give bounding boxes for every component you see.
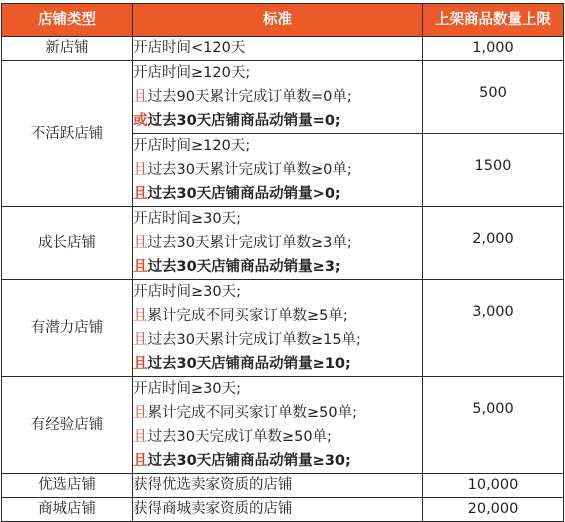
listing-limit-cell: 10,000 (423, 474, 564, 498)
connector-word: 且 (133, 356, 148, 372)
criteria-text: 过去30天累计完成订单数≥0单; (147, 162, 352, 178)
listing-limit-cell: 1500 (423, 134, 564, 207)
criteria-text: 过去90天累计完成订单数=0单; (147, 89, 352, 105)
criteria-cell (133, 61, 423, 134)
table-body (2, 37, 564, 522)
table-row (2, 377, 564, 474)
connector-word: 且 (133, 308, 148, 324)
table-row (2, 37, 564, 61)
listing-limit-cell: 5,000 (423, 377, 564, 474)
criteria-line (133, 449, 422, 473)
criteria-line (133, 182, 422, 206)
criteria-text: 过去30天店铺商品动销量=0; (147, 113, 341, 129)
connector-word: 且 (133, 235, 148, 251)
criteria-line (133, 134, 422, 158)
listing-limit-cell: 500 (423, 61, 564, 134)
criteria-line (133, 61, 422, 85)
criteria-line (133, 352, 422, 376)
header-listing-limit: 上架商品数量上限 (423, 4, 564, 37)
connector-word: 且 (133, 405, 148, 421)
connector-word: 或 (133, 113, 148, 129)
listing-limit-cell: 1,000 (423, 37, 564, 61)
criteria-text: 开店时间≥30天; (133, 211, 241, 227)
criteria-line (133, 377, 422, 401)
criteria-line (133, 158, 422, 182)
criteria-line (133, 401, 422, 425)
criteria-text: 过去30天店铺商品动销量≥3; (147, 259, 341, 275)
connector-word: 且 (133, 453, 148, 469)
table-row (2, 474, 564, 498)
header-store-type: 店铺类型 (2, 4, 133, 37)
criteria-line (133, 328, 422, 352)
criteria-text: 开店时间≥30天; (133, 284, 241, 300)
store-type-cell: 有经验店铺 (2, 377, 133, 474)
criteria-line (133, 425, 422, 449)
table-row (2, 61, 564, 134)
connector-word: 且 (133, 259, 148, 275)
table-row (2, 498, 564, 522)
criteria-text: 开店时间≥120天; (133, 65, 251, 81)
criteria-line (133, 37, 422, 60)
header-row (2, 4, 564, 37)
criteria-line (133, 304, 422, 328)
criteria-text: 过去30天店铺商品动销量≥10; (147, 356, 351, 372)
criteria-cell (133, 134, 423, 207)
connector-word: 且 (133, 89, 148, 105)
criteria-text: 获得优选卖家资质的店铺 (133, 477, 293, 493)
table-header (2, 4, 564, 37)
criteria-line (133, 85, 422, 109)
connector-word: 且 (133, 429, 148, 445)
criteria-cell (133, 377, 423, 474)
criteria-line (133, 280, 422, 304)
criteria-line (133, 255, 422, 279)
criteria-line (133, 109, 422, 133)
listing-limit-cell: 3,000 (423, 280, 564, 377)
criteria-text: 累计完成不同买家订单数≥5单; (147, 308, 348, 324)
table-row (2, 280, 564, 377)
criteria-text: 过去30天累计完成订单数≥15单; (147, 332, 361, 348)
connector-word: 且 (133, 332, 148, 348)
criteria-line (133, 498, 422, 521)
criteria-text: 开店时间≥30天; (133, 381, 241, 397)
listing-limit-table (1, 3, 564, 522)
criteria-text: 获得商城卖家资质的店铺 (133, 501, 293, 517)
store-type-cell: 优选店铺 (2, 474, 133, 498)
header-criteria: 标准 (133, 4, 423, 37)
criteria-text: 过去30天店铺商品动销量≥30; (147, 453, 351, 469)
criteria-text: 累计完成不同买家订单数≥50单; (147, 405, 357, 421)
criteria-cell (133, 280, 423, 377)
criteria-line (133, 207, 422, 231)
criteria-line (133, 474, 422, 497)
store-type-cell: 成长店铺 (2, 207, 133, 280)
listing-limit-cell: 2,000 (423, 207, 564, 280)
store-type-cell: 新店铺 (2, 37, 133, 61)
criteria-cell (133, 474, 423, 498)
criteria-line (133, 231, 422, 255)
criteria-text: 过去30天完成订单数≥50单; (147, 429, 332, 445)
criteria-text: 过去30天累计完成订单数≥3单; (147, 235, 352, 251)
criteria-text: 过去30天店铺商品动销量>0; (147, 186, 341, 202)
criteria-cell (133, 37, 423, 61)
table-row (2, 207, 564, 280)
store-type-cell: 商城店铺 (2, 498, 133, 522)
connector-word: 且 (133, 186, 148, 202)
criteria-text: 开店时间≥120天; (133, 138, 251, 154)
listing-limit-cell: 20,000 (423, 498, 564, 522)
criteria-cell (133, 498, 423, 522)
store-type-cell: 有潜力店铺 (2, 280, 133, 377)
criteria-text: 开店时间<120天 (133, 40, 246, 56)
store-type-cell: 不活跃店铺 (2, 61, 133, 207)
criteria-cell (133, 207, 423, 280)
connector-word: 且 (133, 162, 148, 178)
